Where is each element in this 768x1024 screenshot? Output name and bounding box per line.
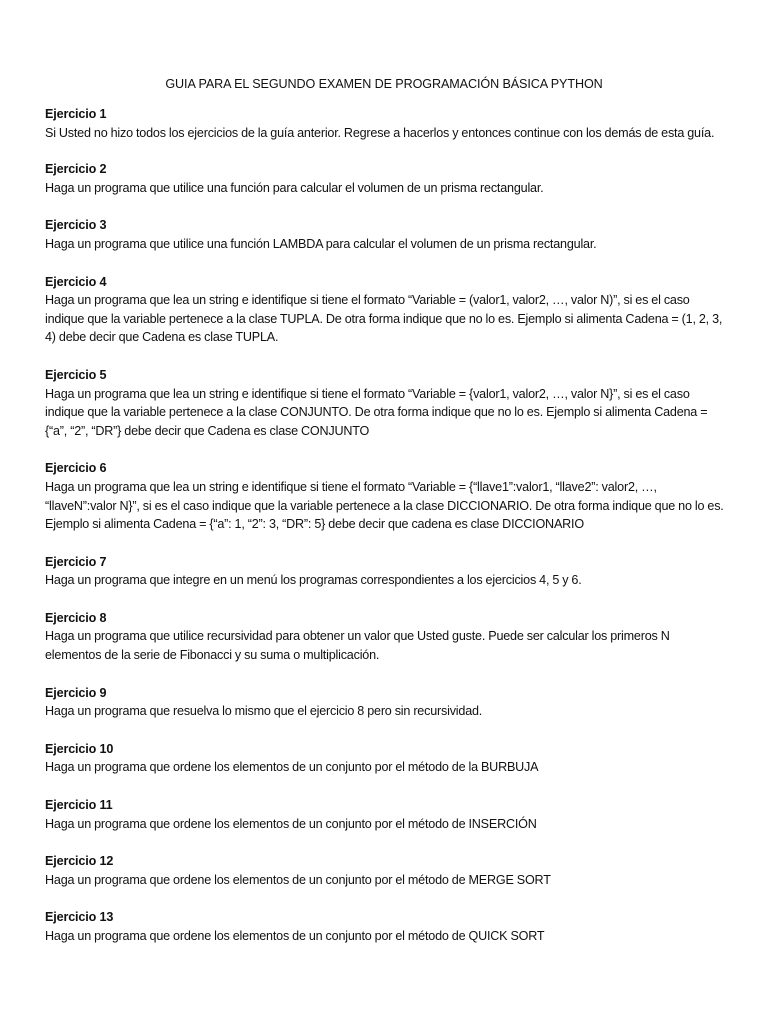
- exercise-title: Ejercicio 5: [45, 367, 107, 382]
- exercise-text: Haga un programa que integre en un menú los programas correspondientes a los ejercicios 4, 5 y 6.: [45, 573, 582, 588]
- exercise-text: Si Usted no hizo todos los ejercicios de la guía anterior. Regrese a hacerlos y entonces continue con los demás de esta guía.: [45, 125, 715, 140]
- exercise-2: [45, 160, 725, 197]
- exercise-text: Haga un programa que ordene los elementos de un conjunto por el método de MERGE SORT: [45, 872, 551, 887]
- exercise-text: Haga un programa que ordene los elementos de un conjunto por el método de INSERCIÓN: [45, 816, 537, 831]
- exercise-text: Haga un programa que resuelva lo mismo que el ejercicio 8 pero sin recursividad.: [45, 704, 483, 719]
- exercise-title: Ejercicio 3: [45, 218, 107, 233]
- exercise-text: Haga un programa que lea un string e identifique si tiene el formato “Variable = {valor1, valor2, …, valor N}”, si es el caso indique que la variable pertenece a la clase CONJUNTO. De otra forma indique que no lo es. Ejemplo si alimenta Cadena = {“a”, “2”, “DR”} debe decir que Cadena es clase CONJUNTO: [45, 386, 708, 438]
- exercise-10: [45, 740, 725, 777]
- exercise-5: [45, 366, 725, 440]
- exercise-title: Ejercicio 8: [45, 610, 107, 625]
- exercise-title: Ejercicio 6: [45, 461, 107, 476]
- exercise-title: Ejercicio 13: [45, 910, 114, 925]
- exercise-title: Ejercicio 12: [45, 854, 114, 869]
- exercise-6: [45, 459, 725, 533]
- exercise-13: [45, 908, 725, 945]
- exercise-title: Ejercicio 10: [45, 741, 114, 756]
- exercise-title: Ejercicio 9: [45, 685, 107, 700]
- page-title: GUIA PARA EL SEGUNDO EXAMEN DE PROGRAMACIÓN BÁSICA PYTHON: [165, 77, 603, 91]
- exercise-4: [45, 273, 725, 347]
- exercise-11: [45, 796, 725, 833]
- exercise-text: Haga un programa que utilice una función para calcular el volumen de un prisma rectangular.: [45, 180, 544, 195]
- exercise-list: [45, 105, 725, 946]
- exercise-1: [45, 105, 725, 142]
- exercise-text: Haga un programa que lea un string e identifique si tiene el formato “Variable = (valor1, valor2, …, valor N)”, si es el caso indique que la variable pertenece a la clase TUPLA. De otra forma indique que no lo es. Ejemplo si alimenta Cadena = (1, 2, 3, 4) debe decir que Cadena es clase TUPLA.: [45, 293, 723, 345]
- exercise-title: Ejercicio 11: [45, 798, 113, 813]
- exercise-text: Haga un programa que lea un string e identifique si tiene el formato “Variable = {“llave1”:valor1, “llave2”: valor2, …, “llaveN”:valor N}”, si es el caso indique que la variable pertenece a la clase DICCIONARIO. De otra forma indique que no lo es. Ejemplo si alimenta Cadena = {“a”: 1, “2”: 3, “DR”: 5} debe decir que cadena es clase DICCIONARIO: [45, 479, 724, 532]
- exercise-3: [45, 216, 725, 253]
- exercise-title: Ejercicio 2: [45, 162, 107, 177]
- exercise-8: [45, 609, 725, 665]
- exercise-9: [45, 684, 725, 721]
- exercise-text: Haga un programa que ordene los elementos de un conjunto por el método de la BURBUJA: [45, 760, 539, 775]
- exercise-text: Haga un programa que utilice recursividad para obtener un valor que Usted guste. Puede ser calcular los primeros N elementos de la serie de Fibonacci y su suma o multiplicación.: [45, 629, 670, 663]
- exercise-text: Haga un programa que ordene los elementos de un conjunto por el método de QUICK SORT: [45, 929, 545, 943]
- exercise-title: Ejercicio 7: [45, 554, 107, 569]
- exercise-text: Haga un programa que utilice una función LAMBDA para calcular el volumen de un prisma rectangular.: [45, 236, 597, 251]
- exercise-7: [45, 553, 725, 590]
- exercise-12: [45, 852, 725, 889]
- exercise-title: Ejercicio 4: [45, 274, 107, 289]
- exercise-title: Ejercicio 1: [45, 107, 107, 121]
